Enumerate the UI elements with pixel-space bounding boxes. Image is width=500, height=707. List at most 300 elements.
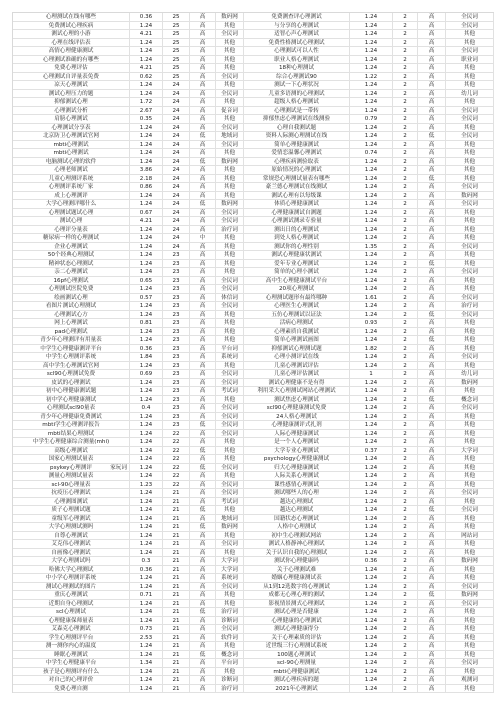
cell-text: 幼儿词 bbox=[461, 371, 478, 377]
cell-text: 其他 bbox=[463, 150, 476, 156]
related-category-cell bbox=[446, 277, 494, 286]
cell-text: 高 bbox=[199, 99, 206, 105]
related-category-cell bbox=[446, 600, 494, 609]
cell-text: 高 bbox=[428, 685, 435, 692]
table-row bbox=[13, 311, 494, 320]
cell-text: 心理测评系统厂家 bbox=[48, 184, 94, 190]
cell-text: 心理测试scl90量表 bbox=[46, 405, 96, 411]
related-count-cell bbox=[393, 268, 418, 277]
cell-text: 24 bbox=[172, 209, 180, 216]
cell-text: 高 bbox=[428, 158, 435, 165]
cell-text: 2 bbox=[403, 31, 407, 37]
value-cell bbox=[130, 404, 163, 413]
cell-text: 其他 bbox=[463, 65, 476, 71]
value-cell bbox=[130, 294, 163, 303]
cell-text: 1.24 bbox=[139, 583, 153, 590]
level-cell bbox=[190, 676, 216, 685]
cell-text: 青少年心理测评有用量表 bbox=[40, 337, 102, 343]
cell-text: 1.24 bbox=[364, 226, 378, 233]
related-value-cell bbox=[350, 498, 393, 507]
cell-text: 高 bbox=[428, 524, 435, 530]
related-value-cell bbox=[350, 260, 393, 269]
category-cell bbox=[216, 413, 244, 422]
cell-text: 高 bbox=[428, 651, 435, 658]
table-row bbox=[13, 549, 494, 558]
cell-text: 0.36 bbox=[364, 558, 378, 564]
cell-text: 其他 bbox=[223, 260, 236, 267]
related-value-cell bbox=[350, 591, 393, 600]
related-value-cell bbox=[350, 149, 393, 158]
cell-text: 0.79 bbox=[364, 116, 378, 122]
level-cell bbox=[190, 413, 216, 422]
cell-text: 心理健康保师量表 bbox=[48, 617, 94, 624]
cell-text: mbti心理测试 bbox=[53, 150, 89, 156]
related-level-cell bbox=[418, 175, 446, 184]
count-cell bbox=[163, 557, 190, 566]
value-cell bbox=[130, 370, 163, 379]
related-keyword-cell bbox=[244, 566, 350, 575]
cell-text: 21 bbox=[172, 609, 180, 615]
count-cell bbox=[163, 226, 190, 235]
cell-text: 2 bbox=[403, 362, 407, 369]
cell-text: 高 bbox=[199, 269, 206, 275]
cell-text: 23 bbox=[172, 354, 180, 360]
related-keyword-cell bbox=[244, 64, 350, 73]
cell-text: 高 bbox=[428, 201, 435, 207]
keyword-cell bbox=[13, 285, 130, 294]
cell-text: 全民词 bbox=[461, 243, 478, 250]
cell-text: 1.24 bbox=[364, 107, 378, 114]
related-level-cell bbox=[418, 166, 446, 175]
cell-text: 1.24 bbox=[139, 685, 153, 692]
cell-text: 艾森克心理测试 bbox=[51, 626, 91, 632]
cell-text: 1.24 bbox=[364, 600, 378, 607]
cell-text: 其他 bbox=[463, 388, 476, 394]
cell-text: 2 bbox=[403, 677, 407, 683]
level-cell bbox=[190, 39, 216, 48]
related-value-cell bbox=[350, 404, 393, 413]
related-category-cell bbox=[446, 481, 494, 490]
cell-text: 高 bbox=[199, 294, 206, 301]
related-keyword-cell bbox=[244, 659, 350, 668]
cell-text: 中学生心理健康综合测量(mhi) bbox=[32, 439, 110, 445]
related-keyword-cell bbox=[244, 438, 350, 447]
cell-text: 1.24 bbox=[139, 473, 153, 479]
cell-text: 2 bbox=[403, 354, 407, 360]
related-count-cell bbox=[393, 141, 418, 150]
related-keyword-cell bbox=[244, 107, 350, 116]
cell-text: 1.24 bbox=[139, 541, 153, 547]
related-category-cell bbox=[446, 166, 494, 175]
cell-text: 1.24 bbox=[364, 388, 378, 394]
cell-text: 测试心理疾病的题 bbox=[274, 677, 319, 683]
cell-text: 1.24 bbox=[139, 396, 153, 403]
related-level-cell bbox=[418, 13, 446, 22]
cell-text: 简单心理健康测试 bbox=[274, 141, 319, 148]
related-level-cell bbox=[418, 328, 446, 337]
count-cell bbox=[163, 540, 190, 549]
category-cell bbox=[216, 634, 244, 643]
cell-text: 免费性格测试心理测试 bbox=[268, 39, 325, 46]
cell-text: 24 bbox=[172, 218, 180, 224]
related-level-cell bbox=[418, 574, 446, 583]
cell-text: 高 bbox=[428, 184, 435, 190]
cell-text: 1.24 bbox=[364, 422, 378, 428]
value-cell bbox=[130, 141, 163, 150]
cell-text: 与分享的心理测试 bbox=[274, 22, 319, 29]
cell-text: 2.67 bbox=[139, 107, 153, 114]
cell-text: 16pf心理测试 bbox=[53, 277, 89, 284]
cell-text: 2 bbox=[403, 583, 407, 590]
keyword-cell bbox=[13, 115, 130, 124]
cell-text: psykey心理测评 bbox=[50, 464, 92, 471]
related-level-cell bbox=[418, 260, 446, 269]
cell-text: 1.24 bbox=[364, 158, 378, 165]
related-category-cell bbox=[446, 455, 494, 464]
category-cell bbox=[216, 115, 244, 124]
table-row bbox=[13, 251, 494, 260]
cell-text: 其他 bbox=[223, 39, 236, 46]
table-row bbox=[13, 115, 494, 124]
category-cell bbox=[216, 362, 244, 371]
cell-text: 高 bbox=[199, 549, 206, 556]
level-cell bbox=[190, 115, 216, 124]
cell-text: 1.24 bbox=[139, 532, 153, 539]
level-cell bbox=[190, 149, 216, 158]
cell-text: 地域词 bbox=[221, 133, 238, 139]
related-value-cell bbox=[350, 13, 393, 22]
related-count-cell bbox=[393, 200, 418, 209]
cell-text: 1.24 bbox=[139, 600, 153, 607]
keyword-cell bbox=[13, 370, 130, 379]
cell-text: 高 bbox=[428, 82, 435, 88]
table-row bbox=[13, 362, 494, 371]
level-cell bbox=[190, 217, 216, 226]
cell-text: 1.24 bbox=[364, 524, 378, 530]
related-count-cell bbox=[393, 183, 418, 192]
related-count-cell bbox=[393, 115, 418, 124]
related-level-cell bbox=[418, 659, 446, 668]
cell-text: 全民词 bbox=[461, 184, 478, 190]
cell-text: 1.24 bbox=[364, 303, 378, 309]
cell-text: 高 bbox=[199, 592, 206, 598]
table-row bbox=[13, 47, 494, 56]
related-level-cell bbox=[418, 183, 446, 192]
related-category-cell bbox=[446, 464, 494, 473]
keyword-cell bbox=[13, 328, 130, 337]
value-cell bbox=[130, 73, 163, 82]
related-keyword-cell bbox=[244, 73, 350, 82]
cell-text: 24 bbox=[172, 133, 180, 139]
cell-text: 2 bbox=[403, 192, 407, 199]
category-cell bbox=[216, 472, 244, 481]
cell-text: 近世级三行心理测试系统 bbox=[265, 643, 328, 649]
cell-text: 治疗词 bbox=[221, 609, 238, 615]
cell-text: 高 bbox=[199, 498, 206, 505]
category-cell bbox=[216, 268, 244, 277]
cell-text: 高 bbox=[199, 668, 206, 675]
cell-text: 1.24 bbox=[364, 592, 378, 598]
value-cell bbox=[130, 685, 163, 694]
related-value-cell bbox=[350, 472, 393, 481]
level-cell bbox=[190, 124, 216, 133]
table-row bbox=[13, 13, 494, 22]
cell-text: 高 bbox=[428, 439, 435, 445]
cell-text: 糖尿病一样的心理测试 bbox=[43, 235, 99, 241]
cell-text: 2 bbox=[403, 158, 407, 165]
related-category-cell bbox=[446, 200, 494, 209]
keyword-cell bbox=[13, 625, 130, 634]
related-keyword-cell bbox=[244, 668, 350, 677]
related-keyword-cell bbox=[244, 175, 350, 184]
cell-text: 低 bbox=[428, 133, 435, 139]
cell-text: 测试人格静神心理测试 bbox=[268, 541, 325, 547]
value-cell bbox=[130, 617, 163, 626]
cell-text: 高 bbox=[428, 473, 435, 479]
cell-text: 1.24 bbox=[139, 158, 153, 165]
related-level-cell bbox=[418, 396, 446, 405]
cell-text: 2 bbox=[403, 685, 407, 692]
related-level-cell bbox=[418, 540, 446, 549]
related-category-cell bbox=[446, 158, 494, 167]
cell-text: 高 bbox=[428, 226, 435, 233]
related-keyword-cell bbox=[244, 141, 350, 150]
cell-text: 电脑测试心理的软件 bbox=[45, 158, 97, 165]
cell-text: 2 bbox=[403, 600, 407, 607]
cell-text: 24 bbox=[172, 235, 180, 241]
cell-text: 大学心理测试测吗 bbox=[48, 524, 94, 530]
cell-text: 高 bbox=[428, 209, 435, 216]
cell-text: 2 bbox=[403, 303, 407, 309]
cell-text: 测一测你内心的温度 bbox=[45, 643, 97, 649]
cell-text: 1.24 bbox=[139, 379, 153, 386]
value-cell bbox=[130, 642, 163, 651]
keyword-cell bbox=[13, 209, 130, 218]
related-keyword-cell bbox=[244, 379, 350, 388]
cell-text: 高 bbox=[199, 252, 206, 258]
cell-text: 心理自我测试题 bbox=[276, 124, 317, 131]
table-row bbox=[13, 345, 494, 354]
table-row bbox=[13, 481, 494, 490]
cell-text: 其他 bbox=[223, 22, 236, 29]
level-cell bbox=[190, 226, 216, 235]
cell-text: 绘画测试心理 bbox=[54, 294, 88, 301]
related-value-cell bbox=[350, 362, 393, 371]
category-cell bbox=[216, 421, 244, 430]
table-row bbox=[13, 328, 494, 337]
keyword-cell bbox=[13, 90, 130, 99]
related-category-cell bbox=[446, 141, 494, 150]
cell-text: 1.24 bbox=[139, 311, 153, 318]
table-row bbox=[13, 676, 494, 685]
value-cell bbox=[130, 47, 163, 56]
cell-text: 全民词 bbox=[461, 354, 478, 360]
cell-text: 23 bbox=[172, 396, 180, 403]
cell-text: 21 bbox=[172, 524, 180, 530]
cell-text: 高 bbox=[199, 167, 206, 173]
related-level-cell bbox=[418, 642, 446, 651]
value-cell bbox=[130, 192, 163, 201]
cell-text: 22 bbox=[172, 473, 180, 479]
cell-text: 心理测试题试心理 bbox=[48, 209, 94, 216]
cell-text: 24 bbox=[172, 90, 180, 97]
level-cell bbox=[190, 387, 216, 396]
related-level-cell bbox=[418, 200, 446, 209]
related-category-cell bbox=[446, 583, 494, 592]
cell-text: 高 bbox=[428, 56, 435, 63]
cell-text: 其他 bbox=[223, 507, 236, 513]
related-value-cell bbox=[350, 141, 393, 150]
cell-text: 爱情恋温馨心理测试 bbox=[271, 150, 322, 156]
related-value-cell bbox=[350, 549, 393, 558]
cell-text: 23 bbox=[172, 371, 180, 377]
category-cell bbox=[216, 328, 244, 337]
cell-text: 抑郁测试心理测试题 bbox=[271, 345, 322, 352]
cell-text: 1.24 bbox=[364, 218, 378, 224]
related-keyword-cell bbox=[244, 651, 350, 660]
value-cell bbox=[130, 676, 163, 685]
cell-text: 1.24 bbox=[364, 634, 378, 641]
cell-text: 其他 bbox=[223, 56, 236, 63]
cell-text: 考试词 bbox=[221, 388, 238, 394]
cell-text: 1.24 bbox=[364, 541, 378, 547]
related-keyword-cell bbox=[244, 158, 350, 167]
cell-text: 其他 bbox=[223, 328, 236, 335]
related-category-cell bbox=[446, 387, 494, 396]
related-category-cell bbox=[446, 353, 494, 362]
table-row bbox=[13, 277, 494, 286]
cell-text: 系统词 bbox=[221, 575, 238, 581]
related-category-cell bbox=[446, 379, 494, 388]
related-keyword-cell bbox=[244, 523, 350, 532]
cell-text: 1.24 bbox=[139, 243, 153, 250]
cell-text: 22 bbox=[172, 456, 180, 462]
count-cell bbox=[163, 115, 190, 124]
cell-text: 高 bbox=[199, 626, 206, 632]
cell-text: 1.24 bbox=[364, 396, 378, 403]
cell-text: 心理测试医院免费 bbox=[48, 286, 94, 292]
category-cell bbox=[216, 336, 244, 345]
cell-text: 21 bbox=[172, 515, 180, 522]
related-level-cell bbox=[418, 472, 446, 481]
level-cell bbox=[190, 192, 216, 201]
cell-text: 高 bbox=[428, 116, 435, 122]
cell-text: 治疗词 bbox=[221, 226, 238, 233]
level-cell bbox=[190, 81, 216, 90]
related-keyword-cell bbox=[244, 47, 350, 56]
value-cell bbox=[130, 566, 163, 575]
cell-text: 2 bbox=[403, 422, 407, 428]
cell-text: 1.24 bbox=[139, 22, 153, 29]
cell-text: 高 bbox=[428, 320, 435, 326]
related-count-cell bbox=[393, 506, 418, 515]
cell-text: 高 bbox=[428, 65, 435, 71]
related-level-cell bbox=[418, 625, 446, 634]
cell-text: 高 bbox=[199, 439, 206, 445]
level-cell bbox=[190, 132, 216, 141]
value-cell bbox=[130, 413, 163, 422]
cell-text: 2 bbox=[403, 668, 407, 675]
category-cell bbox=[216, 226, 244, 235]
cell-text: 全民词 bbox=[221, 413, 238, 420]
related-category-cell bbox=[446, 370, 494, 379]
level-cell bbox=[190, 285, 216, 294]
cell-text: 活病心理测试 bbox=[279, 320, 314, 326]
level-cell bbox=[190, 472, 216, 481]
related-keyword-cell bbox=[244, 557, 350, 566]
cell-text: 近期自身心理测试 bbox=[48, 600, 94, 607]
cell-text: 高 bbox=[199, 107, 206, 114]
level-cell bbox=[190, 268, 216, 277]
cell-text: 2 bbox=[403, 48, 407, 54]
cell-text: 其他 bbox=[463, 549, 476, 556]
cell-text: 平台词 bbox=[221, 660, 238, 666]
level-cell bbox=[190, 685, 216, 694]
cell-text: 21 bbox=[172, 626, 180, 632]
cell-text: 其他 bbox=[463, 345, 476, 352]
related-keyword-cell bbox=[244, 243, 350, 252]
related-level-cell bbox=[418, 617, 446, 626]
cell-text: 全民词 bbox=[221, 73, 238, 80]
cell-text: 1.24 bbox=[364, 660, 378, 666]
table-row bbox=[13, 107, 494, 116]
cell-text: 1.24 bbox=[364, 286, 378, 292]
cell-text: 高 bbox=[428, 600, 435, 607]
count-cell bbox=[163, 158, 190, 167]
related-value-cell bbox=[350, 124, 393, 133]
level-cell bbox=[190, 600, 216, 609]
related-category-cell bbox=[446, 634, 494, 643]
cell-text: 2 bbox=[403, 252, 407, 258]
cell-text: 1.24 bbox=[364, 677, 378, 683]
value-cell bbox=[130, 421, 163, 430]
cell-text: 高 bbox=[428, 677, 435, 683]
cell-text: 24 bbox=[172, 99, 180, 105]
related-value-cell bbox=[350, 277, 393, 286]
cell-text: 中学生心理健康测评平台 bbox=[40, 345, 102, 352]
cell-text: 高 bbox=[199, 660, 206, 666]
cell-text: 青少年心理健康免费测试 bbox=[40, 413, 102, 420]
cell-text: 全民词 bbox=[461, 14, 478, 20]
related-keyword-cell bbox=[244, 39, 350, 48]
cell-text: 其他 bbox=[463, 252, 476, 258]
cell-text: 1.24 bbox=[364, 626, 378, 632]
keyword-cell bbox=[13, 107, 130, 116]
cell-text: 1.24 bbox=[364, 31, 378, 37]
related-count-cell bbox=[393, 234, 418, 243]
related-category-cell bbox=[446, 217, 494, 226]
related-level-cell bbox=[418, 107, 446, 116]
related-count-cell bbox=[393, 149, 418, 158]
cell-text: 23 bbox=[172, 294, 180, 301]
cell-text: 全民词 bbox=[461, 269, 478, 275]
count-cell bbox=[163, 217, 190, 226]
cell-text: 其他 bbox=[463, 124, 476, 131]
cell-text: 2 bbox=[403, 345, 407, 352]
related-category-cell bbox=[446, 642, 494, 651]
cell-text: 其他 bbox=[463, 158, 476, 165]
related-value-cell bbox=[350, 302, 393, 311]
related-keyword-cell bbox=[244, 532, 350, 541]
cell-text: 测试心理健康不是有得 bbox=[268, 379, 325, 386]
related-level-cell bbox=[418, 447, 446, 456]
cell-text: 20项心理测试 bbox=[278, 286, 315, 292]
related-category-cell bbox=[446, 557, 494, 566]
cell-text: 其他 bbox=[463, 413, 476, 420]
cell-text: 低 bbox=[199, 133, 206, 139]
cell-text: 0.67 bbox=[139, 209, 153, 216]
level-cell bbox=[190, 540, 216, 549]
